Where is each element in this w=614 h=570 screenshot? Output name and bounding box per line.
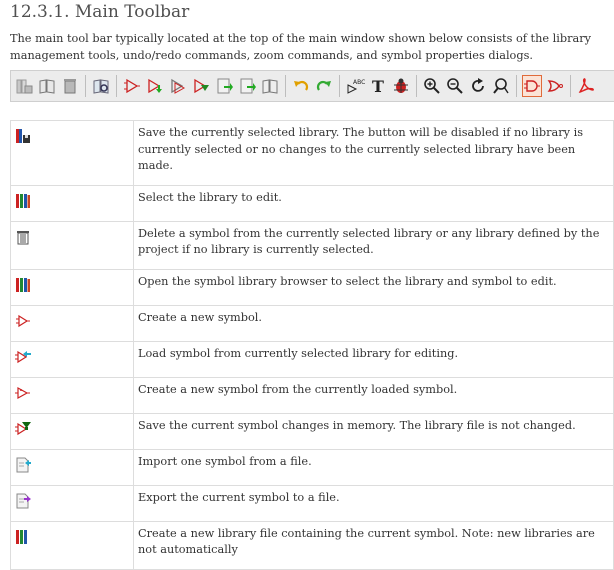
toolbar-separator: [416, 75, 417, 97]
load-symbol-icon: [145, 75, 165, 97]
library-browser-icon: [11, 269, 134, 305]
new-symbol-from-current-icon: [11, 377, 134, 413]
delete-symbol-icon: [11, 221, 134, 269]
zoom-fit-icon: [491, 75, 511, 97]
table-cell: Import one symbol from a file.: [134, 449, 614, 485]
table-row: [11, 485, 614, 521]
library-browser-icon: [91, 75, 111, 97]
svg-text:ABC: ABC: [353, 79, 366, 86]
pdf-icon: [576, 75, 596, 97]
table-cell: Delete a symbol from the currently selected library or any library defined by the project if no library is currently selected.: [134, 221, 614, 269]
undo-icon: [291, 75, 311, 97]
import-symbol-icon: [11, 449, 134, 485]
zoom-in-icon: [422, 75, 442, 97]
toolbar-description-table: [10, 120, 614, 570]
save-library-icon: [14, 75, 34, 97]
de-morgan-converted-icon: [545, 75, 565, 97]
create-library-icon: [11, 521, 134, 569]
table-cell: Open the symbol library browser to select the library and symbol to edit.: [134, 269, 614, 305]
symbol-properties-icon: [345, 75, 365, 97]
new-symbol-icon: [11, 305, 134, 341]
table-cell: Create a new library file containing the current symbol. Note: new libraries are not automatically: [134, 521, 614, 569]
table-row: [11, 449, 614, 485]
table-row: [11, 221, 614, 269]
table-row: [11, 121, 614, 186]
toolbar-separator: [570, 75, 571, 97]
save-library-icon: [11, 121, 134, 186]
toolbar-separator: [285, 75, 286, 97]
table-row: [11, 377, 614, 413]
table-cell: Load symbol from currently selected library for editing.: [134, 341, 614, 377]
de-morgan-normal-icon: [522, 75, 542, 97]
redraw-icon: [468, 75, 488, 97]
toolbar-description-table-wrapper: [10, 120, 614, 570]
toolbar-separator: [85, 75, 86, 97]
new-symbol-from-current-icon: [168, 75, 188, 97]
text-editor-icon: T: [372, 76, 384, 96]
save-symbol-icon: [191, 75, 211, 97]
export-symbol-icon: [11, 485, 134, 521]
table-cell: Create a new symbol.: [134, 305, 614, 341]
select-library-icon: [11, 185, 134, 221]
table-cell: Save the current symbol changes in memory. The library file is not changed.: [134, 413, 614, 449]
table-row: [11, 185, 614, 221]
main-toolbar-image: [10, 70, 614, 102]
save-symbol-icon: [11, 413, 134, 449]
create-library-icon: [260, 75, 280, 97]
page-title: 12.3.1. Main Toolbar: [10, 2, 190, 22]
zoom-out-icon: [445, 75, 465, 97]
load-symbol-icon: [11, 341, 134, 377]
table-cell: Export the current symbol to a file.: [134, 485, 614, 521]
table-cell: Save the currently selected library. The button will be disabled if no library is currently selected or no changes to the currently selected library have been made.: [134, 121, 614, 186]
export-symbol-icon: [237, 75, 257, 97]
delete-symbol-icon: [60, 75, 80, 97]
toolbar-separator: [339, 75, 340, 97]
table-cell: Create a new symbol from the currently loaded symbol.: [134, 377, 614, 413]
import-symbol-icon: [214, 75, 234, 97]
toolbar-separator: [516, 75, 517, 97]
table-row: [11, 413, 614, 449]
new-symbol-icon: [122, 75, 142, 97]
redo-icon: [314, 75, 334, 97]
select-library-icon: [37, 75, 57, 97]
table-row: [11, 305, 614, 341]
table-row: [11, 341, 614, 377]
table-row: [11, 269, 614, 305]
table-cell: Select the library to edit.: [134, 185, 614, 221]
table-row: [11, 521, 614, 569]
toolbar-separator: [116, 75, 117, 97]
check-symbol-icon: [391, 75, 411, 97]
intro-paragraph: The main tool bar typically located at the top of the main window shown below consists of the library management tools, undo/redo commands, zoom commands, and symbol properties dialogs.: [10, 32, 592, 62]
